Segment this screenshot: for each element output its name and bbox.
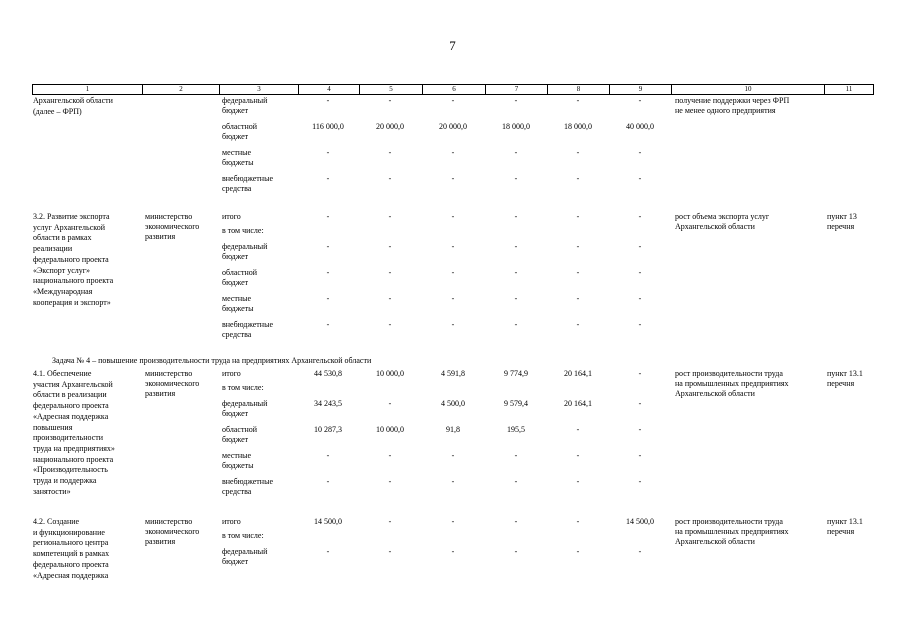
measure-text: кооперация и экспорт»: [33, 297, 111, 307]
amount-cell: 195,5: [507, 425, 525, 434]
header-col-10: 10: [672, 85, 825, 94]
measure-text: федерального проекта: [33, 254, 109, 264]
amount-cell: -: [451, 212, 455, 221]
amount-cell: 9 774,9: [504, 369, 528, 378]
amount-cell: -: [638, 148, 642, 157]
amount-cell: 116 000,0: [312, 122, 344, 131]
funding-source-label: федеральный: [222, 547, 268, 556]
funding-source-label: бюджет: [222, 132, 249, 141]
table-header: [32, 84, 874, 95]
amount-cell: -: [638, 399, 642, 408]
amount-cell: -: [388, 294, 392, 303]
measure-text: «Адресная поддержка: [33, 411, 109, 421]
result-text: на промышленных предприятиях: [675, 527, 789, 536]
amount-cell: -: [388, 320, 392, 329]
amount-cell: -: [388, 96, 392, 105]
amount-cell: 14 500,0: [314, 517, 342, 526]
amount-cell: -: [451, 174, 455, 183]
amount-cell: -: [638, 369, 642, 378]
funding-source-label: областной: [222, 122, 258, 131]
result-text: рост производительности труда: [675, 517, 783, 526]
header-col-1: 1: [33, 85, 143, 94]
funding-source-label: итого: [222, 517, 241, 526]
funding-source-label: средства: [222, 487, 252, 496]
amount-cell: -: [326, 294, 330, 303]
result-text: получение поддержки через ФРП: [675, 96, 790, 105]
funding-source-label: в том числе:: [222, 383, 264, 392]
amount-cell: -: [326, 451, 330, 460]
funding-source-label: средства: [222, 330, 252, 339]
amount-cell: -: [514, 242, 518, 251]
amount-cell: -: [388, 517, 392, 526]
amount-cell: -: [514, 320, 518, 329]
measure-text: занятости»: [33, 486, 71, 496]
amount-cell: -: [451, 517, 455, 526]
measure-text: «Производительность: [33, 465, 108, 475]
measure-text: федерального проекта: [33, 401, 109, 411]
funding-source-label: в том числе:: [222, 226, 264, 235]
measure-text: «Экспорт услуг»: [33, 265, 91, 275]
measure-text: (далее – ФРП): [33, 106, 82, 116]
amount-cell: -: [638, 242, 642, 251]
header-col-6: 6: [423, 85, 486, 94]
header-col-2: 2: [143, 85, 220, 94]
amount-cell: -: [514, 517, 518, 526]
amount-cell: 14 500,0: [626, 517, 654, 526]
result-text: на промышленных предприятиях: [675, 379, 789, 388]
measure-text: 4.1. Обеспечение: [33, 369, 92, 378]
executor-text: экономического: [145, 527, 200, 536]
funding-source-label: бюджет: [222, 409, 249, 418]
amount-cell: 18 000,0: [502, 122, 530, 131]
funding-source-label: средства: [222, 184, 252, 193]
header-col-11: 11: [825, 85, 874, 94]
amount-cell: 20 000,0: [376, 122, 404, 131]
amount-cell: 20 000,0: [439, 122, 467, 131]
header-col-9: 9: [610, 85, 672, 94]
task-heading: Задача № 4 – повышение производительности труда на предприятиях Архангельской области: [52, 356, 372, 365]
amount-cell: -: [576, 547, 580, 556]
executor-text: министерство: [145, 212, 193, 221]
amount-cell: -: [326, 174, 330, 183]
funding-source-label: бюджет: [222, 106, 249, 115]
amount-cell: 34 243,5: [314, 399, 342, 408]
amount-cell: -: [388, 451, 392, 460]
amount-cell: -: [576, 268, 580, 277]
reference-text: пункт 13.1: [827, 369, 863, 378]
measure-text: «Адресная поддержка: [33, 570, 109, 580]
amount-cell: -: [638, 96, 642, 105]
funding-source-label: итого: [222, 369, 241, 378]
amount-cell: -: [514, 174, 518, 183]
funding-source-label: в том числе:: [222, 531, 264, 540]
amount-cell: -: [576, 96, 580, 105]
amount-cell: -: [388, 547, 392, 556]
amount-cell: -: [638, 174, 642, 183]
amount-cell: 20 164,1: [564, 399, 592, 408]
amount-cell: 18 000,0: [564, 122, 592, 131]
funding-source-label: местные: [222, 294, 252, 303]
amount-cell: -: [576, 148, 580, 157]
amount-cell: -: [451, 148, 455, 157]
amount-cell: -: [576, 294, 580, 303]
funding-source-label: внебюджетные: [222, 174, 273, 183]
amount-cell: -: [638, 547, 642, 556]
funding-source-label: бюджет: [222, 278, 249, 287]
reference-text: перечня: [827, 222, 855, 231]
funding-source-label: бюджеты: [222, 158, 254, 167]
measure-text: труда и поддержка: [33, 476, 97, 485]
amount-cell: -: [514, 96, 518, 105]
funding-source-label: областной: [222, 425, 258, 434]
amount-cell: 10 287,3: [314, 425, 342, 434]
funding-source-label: областной: [222, 268, 258, 277]
funding-source-label: внебюджетные: [222, 477, 273, 486]
amount-cell: -: [576, 212, 580, 221]
amount-cell: -: [638, 425, 642, 434]
executor-text: экономического: [145, 379, 200, 388]
measure-text: Архангельской области: [33, 96, 113, 105]
amount-cell: -: [514, 547, 518, 556]
measure-text: реализации: [33, 244, 73, 254]
amount-cell: 10 000,0: [376, 369, 404, 378]
funding-source-label: местные: [222, 451, 252, 460]
header-col-3: 3: [220, 85, 299, 94]
funding-source-label: внебюджетные: [222, 320, 273, 329]
executor-text: министерство: [145, 517, 193, 526]
measure-text: участия Архангельской: [33, 379, 113, 389]
result-text: не менее одного предприятия: [675, 106, 776, 115]
amount-cell: -: [451, 96, 455, 105]
measure-text: национального проекта: [33, 454, 114, 464]
funding-source-label: бюджет: [222, 435, 249, 444]
amount-cell: -: [638, 212, 642, 221]
funding-source-label: бюджет: [222, 557, 249, 566]
amount-cell: -: [451, 477, 455, 486]
amount-cell: -: [514, 477, 518, 486]
amount-cell: 91,8: [446, 425, 460, 434]
header-col-5: 5: [360, 85, 423, 94]
amount-cell: -: [326, 212, 330, 221]
measure-text: национального проекта: [33, 276, 114, 286]
amount-cell: -: [326, 320, 330, 329]
amount-cell: -: [326, 268, 330, 277]
amount-cell: -: [576, 242, 580, 251]
amount-cell: -: [451, 242, 455, 251]
measure-text: федерального проекта: [33, 559, 109, 569]
amount-cell: -: [326, 96, 330, 105]
funding-source-label: бюджет: [222, 252, 249, 261]
amount-cell: -: [451, 547, 455, 556]
amount-cell: -: [326, 242, 330, 251]
amount-cell: -: [388, 399, 392, 408]
reference-text: пункт 13.1: [827, 517, 863, 526]
amount-cell: -: [514, 268, 518, 277]
amount-cell: -: [451, 294, 455, 303]
measure-text: компетенций в рамках: [33, 549, 110, 559]
funding-source-label: бюджеты: [222, 304, 254, 313]
reference-text: перечня: [827, 527, 855, 536]
amount-cell: -: [576, 477, 580, 486]
measure-text: услуг Архангельской: [33, 222, 106, 232]
amount-cell: 20 164,1: [564, 369, 592, 378]
funding-source-label: итого: [222, 212, 241, 221]
measure-text: 3.2. Развитие экспорта: [33, 212, 110, 221]
amount-cell: -: [514, 148, 518, 157]
executor-text: экономического: [145, 222, 200, 231]
measure-text: «Международная: [33, 286, 93, 296]
executor-text: министерство: [145, 369, 193, 378]
amount-cell: -: [388, 174, 392, 183]
executor-text: развития: [145, 389, 176, 398]
funding-source-label: местные: [222, 148, 252, 157]
amount-cell: -: [388, 148, 392, 157]
result-text: рост производительности труда: [675, 369, 783, 378]
reference-text: перечня: [827, 379, 855, 388]
measure-text: и функционирование: [33, 527, 105, 537]
amount-cell: -: [514, 212, 518, 221]
funding-source-label: бюджеты: [222, 461, 254, 470]
funding-source-label: федеральный: [222, 399, 268, 408]
measure-text: области в рамках: [33, 233, 92, 243]
page-number: 7: [449, 38, 456, 53]
result-text: Архангельской области: [675, 389, 755, 398]
amount-cell: 4 591,8: [441, 369, 465, 378]
amount-cell: -: [388, 268, 392, 277]
amount-cell: -: [326, 477, 330, 486]
amount-cell: -: [514, 451, 518, 460]
result-text: рост объема экспорта услуг: [675, 212, 770, 221]
measure-text: 4.2. Создание: [33, 517, 80, 526]
funding-source-label: федеральный: [222, 96, 268, 105]
measure-text: труда на предприятиях»: [33, 443, 115, 453]
result-text: Архангельской области: [675, 537, 755, 546]
amount-cell: 4 500,0: [441, 399, 465, 408]
amount-cell: -: [388, 212, 392, 221]
amount-cell: -: [638, 451, 642, 460]
header-col-4: 4: [299, 85, 360, 94]
amount-cell: -: [576, 320, 580, 329]
amount-cell: -: [576, 174, 580, 183]
header-col-8: 8: [548, 85, 610, 94]
executor-text: развития: [145, 232, 176, 241]
amount-cell: -: [638, 320, 642, 329]
amount-cell: 10 000,0: [376, 425, 404, 434]
amount-cell: -: [638, 294, 642, 303]
amount-cell: 40 000,0: [626, 122, 654, 131]
amount-cell: 44 530,8: [314, 369, 342, 378]
measure-text: области в реализации: [33, 390, 107, 400]
reference-text: пункт 13: [827, 212, 857, 221]
amount-cell: -: [514, 294, 518, 303]
measure-text: повышения: [33, 422, 73, 432]
amount-cell: -: [638, 477, 642, 486]
amount-cell: -: [326, 547, 330, 556]
amount-cell: 9 579,4: [504, 399, 528, 408]
header-col-7: 7: [486, 85, 548, 94]
amount-cell: -: [388, 242, 392, 251]
amount-cell: -: [638, 268, 642, 277]
funding-source-label: федеральный: [222, 242, 268, 251]
amount-cell: -: [326, 148, 330, 157]
amount-cell: -: [576, 517, 580, 526]
amount-cell: -: [451, 451, 455, 460]
executor-text: развития: [145, 537, 176, 546]
amount-cell: -: [388, 477, 392, 486]
amount-cell: -: [576, 451, 580, 460]
amount-cell: -: [451, 268, 455, 277]
measure-text: регионального центра: [33, 538, 109, 548]
measure-text: производительности: [33, 433, 104, 443]
amount-cell: -: [576, 425, 580, 434]
result-text: Архангельской области: [675, 222, 755, 231]
amount-cell: -: [451, 320, 455, 329]
